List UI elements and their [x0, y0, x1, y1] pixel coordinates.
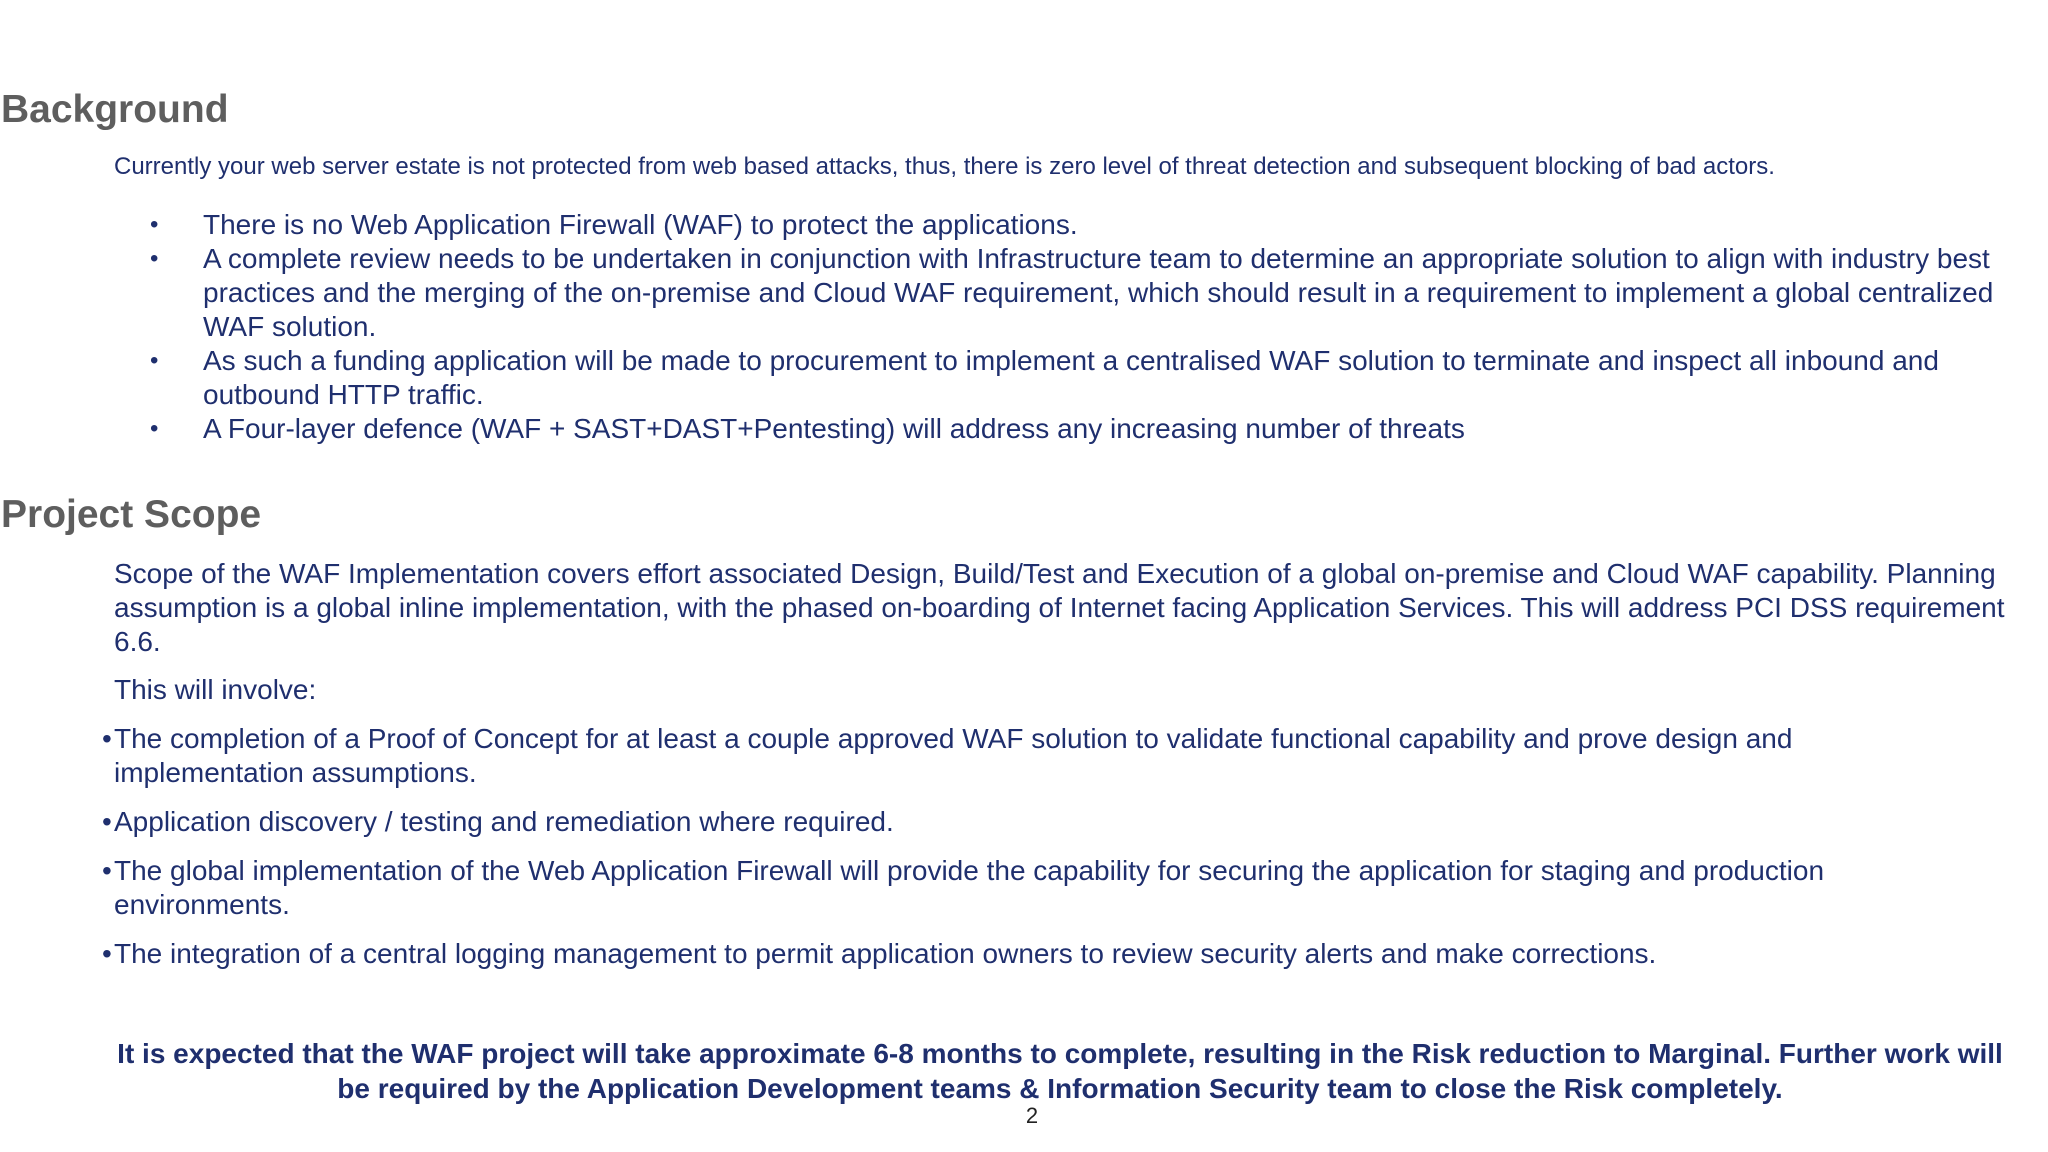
- background-bullet-text: A complete review needs to be undertaken in conjunction with Infrastructure team to determine an appropriate solution to align with industry best practices and the merging of the on-premise and Cloud WAF requirement, which should result in a requirement to implement a global centralized WAF solution.: [203, 243, 1994, 342]
- background-bullet-text: As such a funding application will be made to procurement to implement a centralised WAF solution to terminate and inspect all inbound and outbound HTTP traffic.: [203, 345, 1939, 410]
- project-scope-heading: Project Scope: [1, 493, 262, 536]
- bullet-marker: •: [150, 211, 159, 238]
- scope-item: [102, 805, 1914, 839]
- scope-item-text: The global implementation of the Web Application Firewall will provide the capability for securing the application for staging and production environments.: [114, 855, 1825, 920]
- background-bullet-list: [0, 208, 2048, 446]
- scope-item-text: The integration of a central logging management to permit application owners to review security alerts and make corrections.: [114, 938, 1657, 969]
- background-bullet-item: [0, 412, 2043, 446]
- scope-item: [102, 937, 1914, 971]
- page-number: 2: [1025, 1103, 1039, 1128]
- background-bullet-item: [0, 242, 2043, 344]
- scope-item-text: Application discovery / testing and remediation where required.: [114, 806, 894, 837]
- background-bullet-text: A Four-layer defence (WAF + SAST+DAST+Pentesting) will address any increasing number of threats: [203, 413, 1465, 444]
- conclusion-statement: It is expected that the WAF project will take approximate 6-8 months to complete, resulting in the Risk reduction to Marginal. Further work will be required by the Application Development teams & Information Security team to close the Risk completely.: [117, 1038, 2003, 1104]
- bullet-marker: •: [150, 415, 159, 442]
- bullet-marker: •: [102, 855, 112, 886]
- background-bullet-item: [0, 208, 2043, 242]
- bullet-marker: •: [150, 245, 159, 272]
- scope-text-block: [114, 557, 2034, 707]
- scope-item: [102, 722, 1914, 790]
- bullet-marker: •: [150, 347, 159, 374]
- background-heading: Background: [1, 88, 229, 131]
- scope-involve-label: This will involve:: [114, 674, 317, 705]
- scope-item: [102, 854, 1914, 922]
- scope-paragraph: Scope of the WAF Implementation covers effort associated Design, Build/Test and Execution of a global on-premise and Cloud WAF capability. Planning assumption is a global inline implementation, with the phased on-boarding of Internet facing Application Services. This will address PCI DSS requirement 6.6.: [114, 558, 2005, 657]
- scope-item-text: The completion of a Proof of Concept for at least a couple approved WAF solution to validate functional capability and prove design and implementation assumptions.: [114, 723, 1793, 788]
- background-bullet-text: There is no Web Application Firewall (WAF) to protect the applications.: [203, 209, 1078, 240]
- background-bullet-item: [0, 344, 2043, 412]
- scope-item-list: [102, 722, 2002, 986]
- bullet-marker: •: [102, 806, 112, 837]
- bullet-marker: •: [102, 938, 112, 969]
- bullet-marker: •: [102, 723, 112, 754]
- background-intro: Currently your web server estate is not protected from web based attacks, thus, there is zero level of threat detection and subsequent blocking of bad actors.: [114, 153, 1775, 180]
